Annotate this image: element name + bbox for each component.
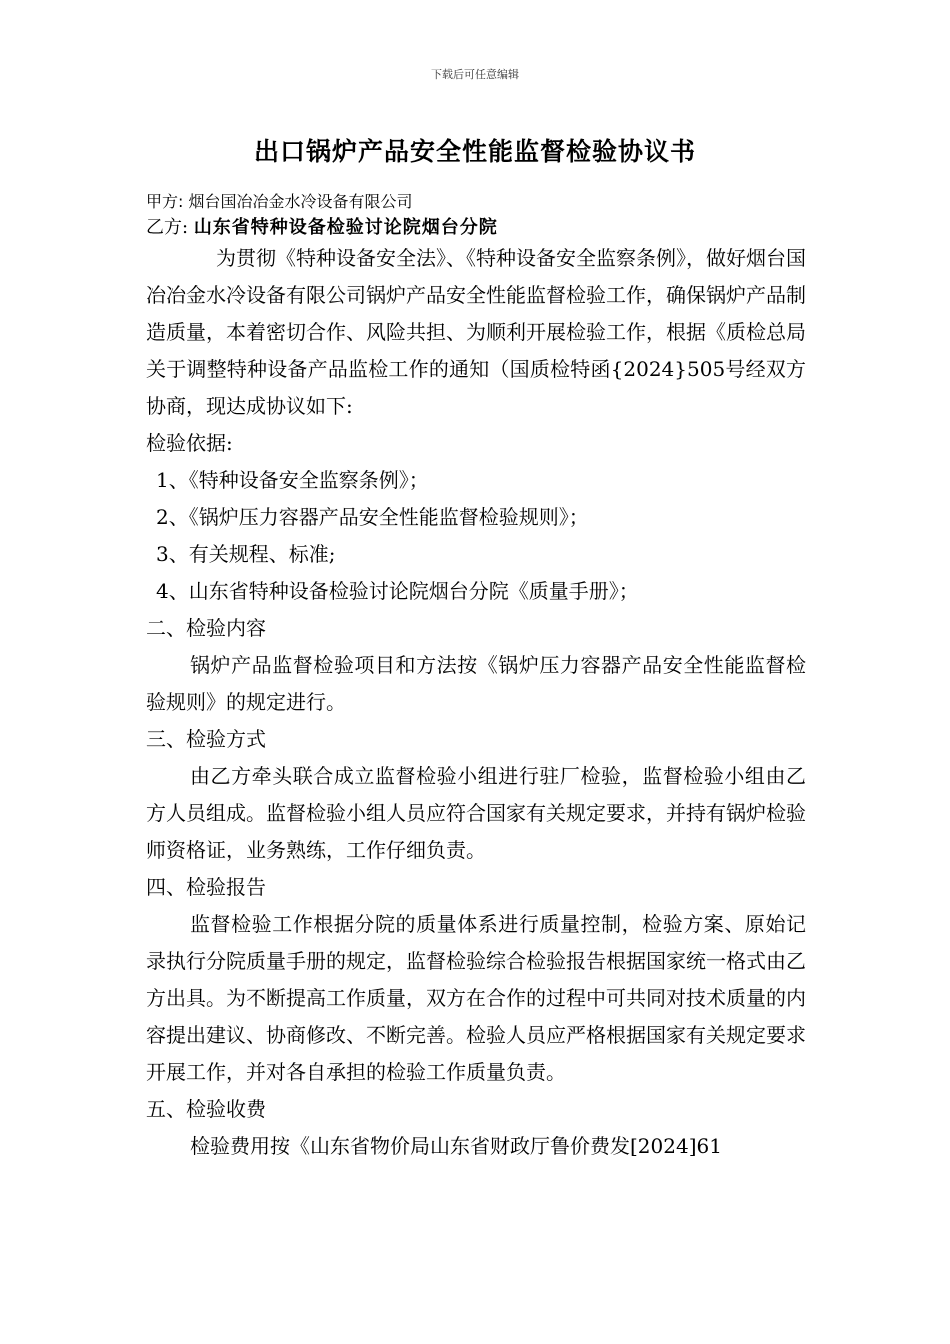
basis-item: 3、有关规程、标准; [156, 542, 336, 566]
section-heading: 四、检验报告 [146, 875, 266, 899]
header-note: 下载后可任意编辑 [431, 68, 519, 81]
party-a [146, 189, 413, 212]
document-title: 出口锅炉产品安全性能监督检验协议书 [253, 137, 696, 166]
section-heading: 二、检验内容 [146, 616, 266, 640]
basis-item: 4、山东省特种设备检验讨论院烟台分院《质量手册》； [156, 579, 639, 603]
party-b [146, 213, 498, 239]
section-heading: 三、检验方式 [146, 727, 266, 751]
party-a-name: 烟台国冶冶金水冷设备有限公司 [188, 192, 413, 211]
basis-heading: 检验依据: [146, 431, 233, 455]
section-heading: 五、检验收费 [146, 1097, 266, 1121]
section-paragraph: 锅炉产品监督检验项目和方法按《锅炉压力容器产品安全性能监督检验规则》的规定进行。 [146, 653, 806, 714]
basis-item: 2、《锅炉压力容器产品安全性能监督检验规则》； [156, 505, 589, 529]
party-a-label: 甲方: [146, 192, 184, 211]
section-paragraph: 检验费用按《山东省物价局山东省财政厅鲁价费发[2024]61 [190, 1134, 722, 1158]
party-b-label: 乙方: [146, 217, 189, 238]
basis-item: 1、《特种设备安全监察条例》； [156, 468, 429, 492]
document-body [146, 240, 806, 1165]
section-paragraph: 监督检验工作根据分院的质量体系进行质量控制，检验方案、原始记录执行分院质量手册的规定，监督检验综合检验报告根据国家统一格式由乙方出具。为不断提高工作质量，双方在合作的过程中可共同对技术质量的内容提出建议、协商修改、不断完善。检验人员应严格根据国家有关规定要求开展工作，并对各自承担的检验工作质量负责。 [146, 912, 806, 1084]
intro-paragraph: 为贯彻《特种设备安全法》、《特种设备安全监察条例》，做好烟台国冶冶金水冷设备有限公司锅炉产品安全性能监督检验工作，确保锅炉产品制造质量，本着密切合作、风险共担、为顺利开展检验工作，根据《质检总局关于调整特种设备产品监检工作的通知（国质检特函{2024}505号经双方协商，现达成协议如下: [146, 246, 806, 418]
section-paragraph: 由乙方牵头联合成立监督检验小组进行驻厂检验，监督检验小组由乙方人员组成。监督检验小组人员应符合国家有关规定要求，并持有锅炉检验师资格证，业务熟练，工作仔细负责。 [146, 764, 806, 862]
party-b-name: 山东省特种设备检验讨论院烟台分院 [193, 217, 498, 238]
